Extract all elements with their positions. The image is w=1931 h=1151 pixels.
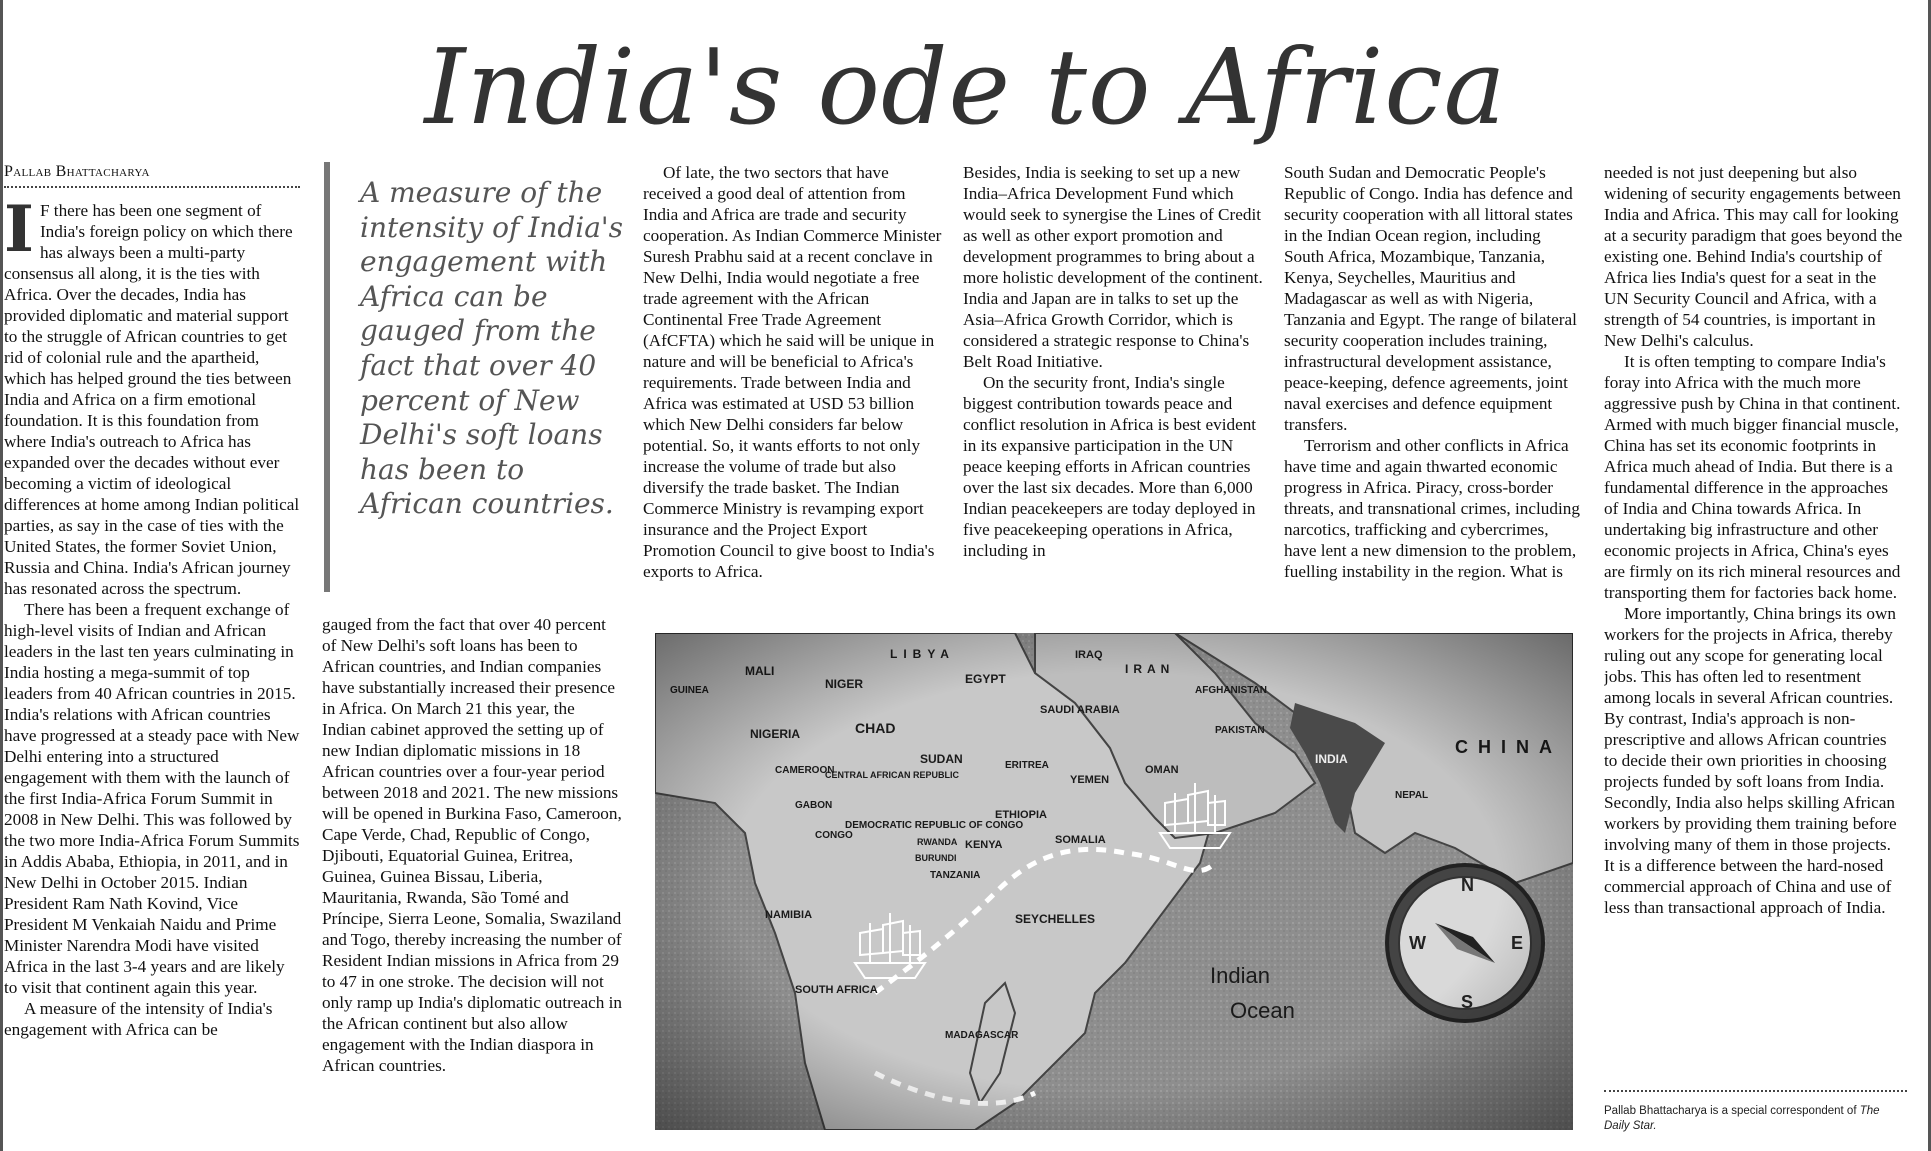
byline: Pallab Bhattacharya [4, 163, 300, 188]
paragraph: Terrorism and other conflicts in Africa have time and again thwarted economic progress in Africa. Piracy, cross-border threats, and transnational crimes, including narcotics, trafficking and cybercrimes, have lent a new dimension to the problem, fuelling instability in the region. What is [1284, 436, 1580, 581]
paragraph-text: F there has been one segment of India's foreign policy on which there has always been a multi-party consensus all along, it is the ties with Africa. Over the decades, India has provided diplomatic and material support to the struggle of African countries to get rid of colonial rule and the apartheid, which has helped ground the ties between India and Africa on a firm emotional foundation. It is this foundation from where India's outreach to Africa has expanded over the decades without ever becoming a victim of ideological differences at home among Indian political parties, as say in the case of ties with the United States, the former Soviet Union, Russia and China. India's African journey has resonated across the spectrum. [4, 201, 300, 598]
page-left-rule [0, 0, 3, 1151]
drop-cap: I [4, 200, 34, 267]
paragraph: Of late, the two sectors that have received a good deal of attention from India and Africa are trade and security cooperation. As Indian Commerce Minister Suresh Prabhu said at a recent conclave in New Delhi, India would negotiate a free trade agreement with the African Continental Free Trade Agreement (AfCFTA) which he said will be unique in nature and will be beneficial to Africa's requirements. Trade between India and Africa was estimated at USD 53 billion which New Delhi considers far below potential. So, it wants efforts to not only increase the volume of trade but also diversify the trade basket. The Indian Commerce Ministry is revamping export insurance and the Project Export Promotion Council to give boost to India's exports to Africa. [643, 163, 942, 581]
author-note-text: Pallab Bhattacharya is a special correspondent of [1604, 1105, 1857, 1117]
paragraph: gauged from the fact that over 40 percent of New Delhi's soft loans has been to African countries, and Indian companies have substantially increased their presence in Africa. On March 21 this year, the Indian cabinet approved the setting up of new Indian diplomatic missions in 18 African countries over a four-year period between 2018 and 2021. The new missions will be opened in Burkina Faso, Cameroon, Cape Verde, Chad, Republic of Congo, Djibouti, Equatorial Guinea, Eritrea, Guinea, Guinea Bissau, Liberia, Mauritania, Rwanda, São Tomé and Príncipe, Sierra Leone, Somalia, Swaziland and Togo, thereby increasing the number of Resident Indian missions in Africa from 29 to 47 in one stroke. The decision will not only ramp up India's diplomatic outreach in the African continent but also allow engagement with the Indian diaspora in African countries. [322, 615, 622, 1075]
paragraph: More importantly, China brings its own workers for the projects in Africa, thereby ruling out any scope for generating local jobs. This has often led to resentment among locals in several African countries. By contrast, India's approach is non-prescriptive and allows African countries to decide their own priorities in choosing projects funded by soft loans from India. Secondly, India also helps skilling African workers by providing them training before involving many of them in those projects. It is a difference between the hard-nosed commercial approach of China and use of less than transactional approach of India. [1604, 604, 1897, 917]
paragraph: Besides, India is seeking to set up a new India–Africa Development Fund which would seek to synergise the Lines of Credit as well as other export promotion and development programmes to bring about a more holistic development of the continent. India and Japan are in talks to set up the Asia–Africa Growth Corridor, which is considered a strategic response to China's Belt Road Initiative. [963, 163, 1263, 371]
map-vignette [655, 633, 1573, 1130]
article-column-2 [322, 614, 622, 1151]
article-column-5 [1284, 162, 1584, 624]
paragraph [4, 200, 302, 599]
article-column-3 [643, 162, 943, 624]
pull-quote-text: A measure of the intensity of India's engagement with Africa can be gauged from the fact that over 40 percent of New Delhi's soft loans has been to African countries. [360, 176, 623, 521]
publication-name: The Daily Star. [1604, 1105, 1880, 1132]
paragraph: South Sudan and Democratic People's Republic of Congo. India has defence and security cooperation with all littoral states in the Indian Ocean region, including South Africa, Mozambique, Tanzania, Kenya, Seychelles, Mauritius and Madagascar as well as with Nigeria, Tanzania and Egypt. The range of bilateral security cooperation includes training, infrastructural development assistance, peace-keeping, defence agreements, joint naval exercises and defence equipment transfers. [1284, 163, 1577, 434]
paragraph: On the security front, India's single biggest contribution towards peace and conflict resolution in Africa is best evident in its expansive participation in the UN peace keeping efforts in African countries over the last six decades. More than 6,000 Indian peacekeepers are today deployed in five peacekeeping operations in Africa, including in [963, 373, 1257, 560]
paragraph: A measure of the intensity of India's engagement with Africa can be [4, 999, 273, 1039]
paragraph: It is often tempting to compare India's foray into Africa with the much more aggressive push by China in that continent. Armed with much bigger financial muscle, China has set its economic footprints in Africa much ahead of India. But there is a fundamental difference in the approaches of India and China towards Africa. In undertaking big infrastructure and other economic projects in Africa, China's eyes are firmly on its rich mineral resources and transporting them for factories back home. [1604, 352, 1901, 602]
headline: India's ode to Africa [424, 26, 1507, 148]
author-note [1604, 1090, 1907, 1134]
paragraph: There has been a frequent exchange of high-level visits of Indian and African leaders in the last ten years culminating in India hosting a mega-summit of top leaders from 40 African countries in 2015. India's relations with African countries have progressed at a steady pace with New Delhi entering into a structured engagement with them with the launch of the first India-Africa Forum Summit in 2008 in New Delhi. This was followed by the two more India-Africa Forum Summits in Addis Ababa, Ethiopia, in 2011, and in New Delhi in October 2015. Indian President Ram Nath Kovind, Vice President M Venkaiah Naidu and Prime Minister Narendra Modi have visited Africa in the last 3-4 years and are likely to visit that continent again this year. [4, 600, 300, 997]
pull-quote [324, 162, 630, 592]
paragraph: needed is not just deepening but also widening of security engagements between India and Africa. This may call for looking at a security paradigm that goes beyond the existing one. Behind India's courtship of Africa lies India's quest for a seat in the UN Security Council and Africa, with a strength of 54 countries, is important in New Delhi's calculus. [1604, 163, 1903, 350]
article-column-4 [963, 162, 1268, 624]
map-svg [655, 633, 1573, 1130]
map-illustration [655, 633, 1573, 1130]
article-column-6 [1604, 162, 1904, 1094]
article-column-1 [4, 200, 302, 1151]
